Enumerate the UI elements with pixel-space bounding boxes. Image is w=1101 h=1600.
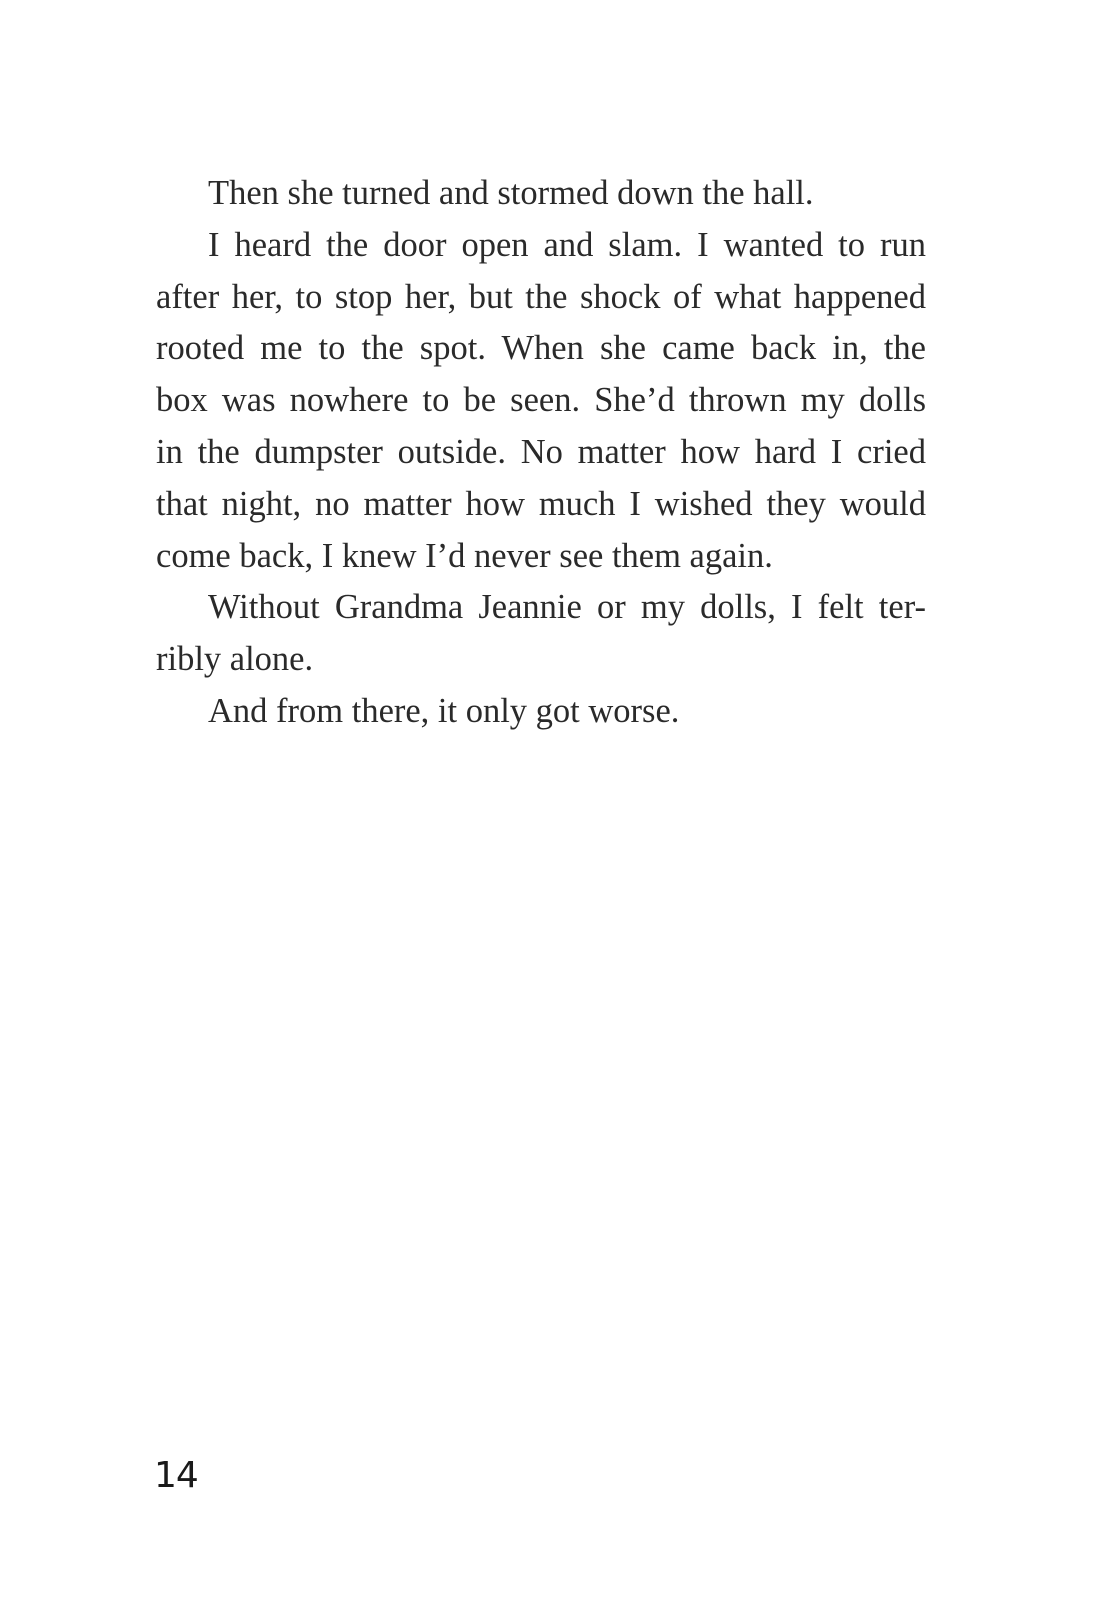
text-line: that night, no matter how much I wished they would [156,484,926,523]
text-line: And from there, it only got worse. [208,691,680,730]
text-line: ribly alone. [156,640,314,679]
text-line: Without Grandma Jeannie or my dolls, I felt ter- [208,588,926,627]
text-line: in the dumpster outside. No matter how hard I cried [156,432,926,471]
text-line: box was nowhere to be seen. She’d thrown my dolls [156,381,926,420]
text-line: come back, I knew I’d never see them again. [156,536,773,575]
body-text [156,168,926,738]
text-line: Then she turned and stormed down the hall. [208,174,814,212]
page-number: 14 [154,1455,198,1496]
text-line: I heard the door open and slam. I wanted to run [208,225,926,264]
text-line: after her, to stop her, but the shock of what happened [156,277,926,316]
text-line: rooted me to the spot. When she came back in, the [156,329,926,368]
